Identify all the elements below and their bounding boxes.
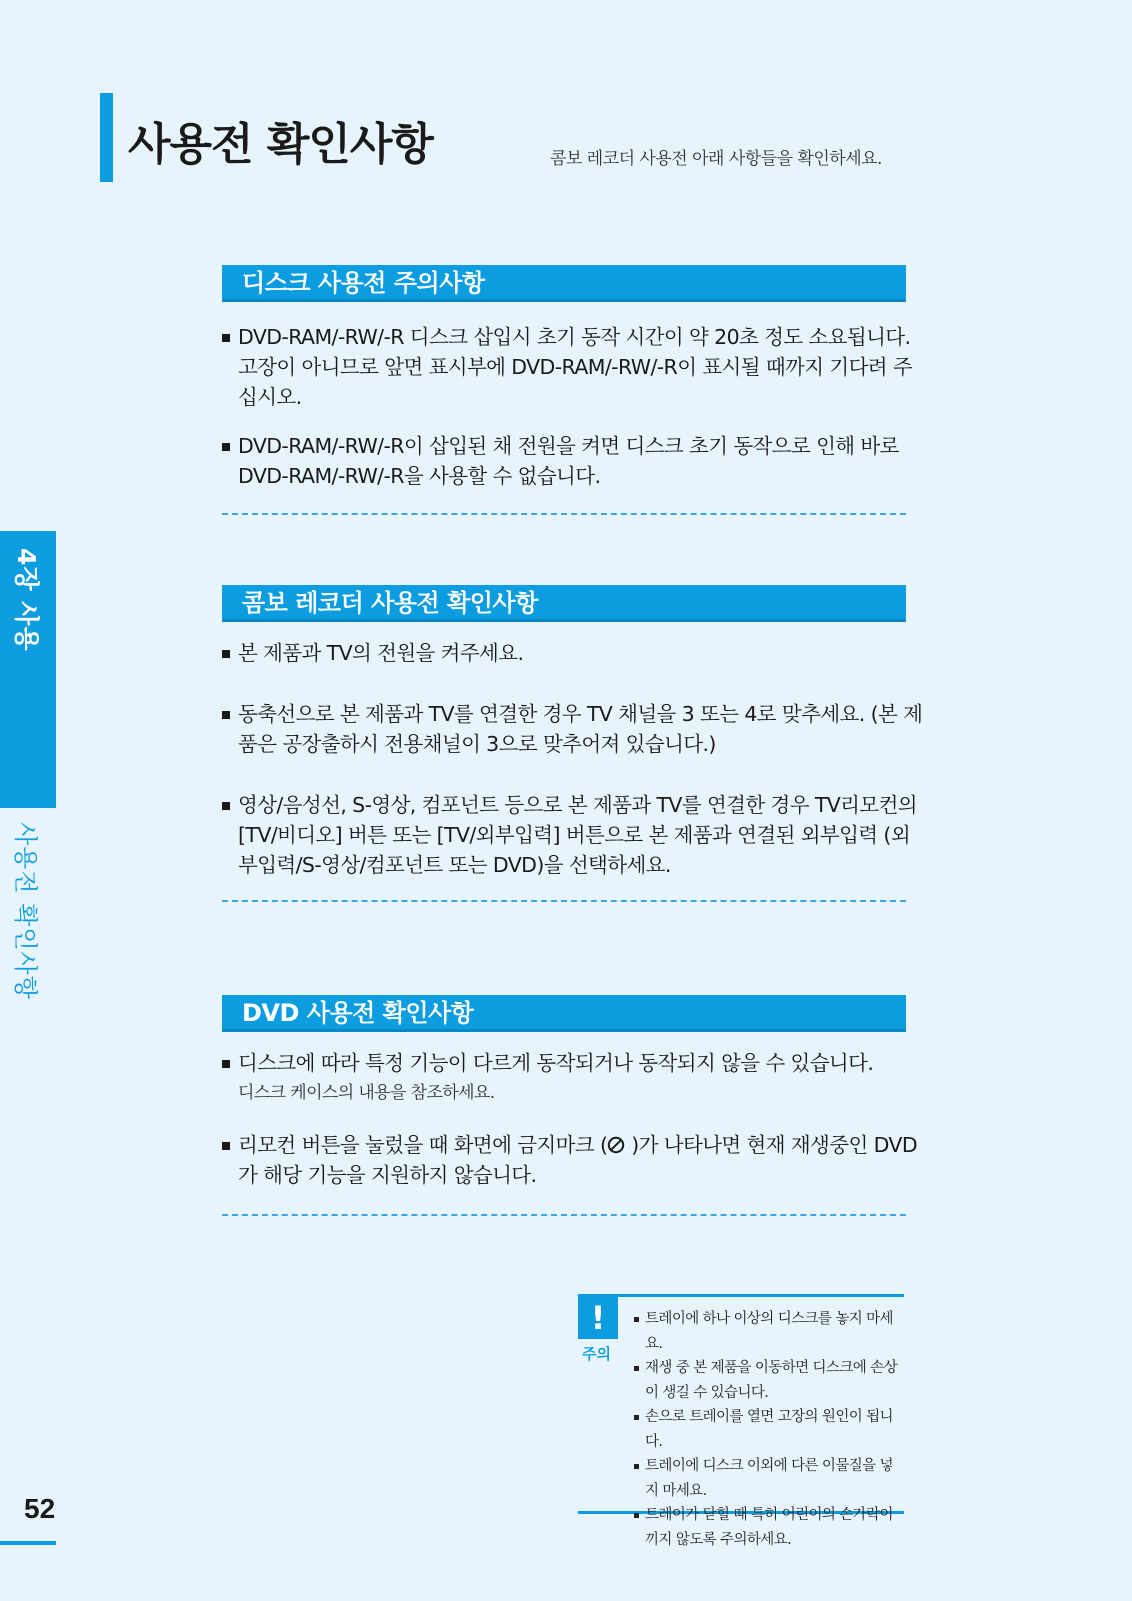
divider [222, 1214, 906, 1216]
item-text-after: )가 나타나면 현재 재생중인 DVD가 해당 기능을 지원하지 않습니다. [238, 1133, 918, 1187]
caution-item: 트레이에 하나 이상의 디스크를 놓지 마세요. [634, 1307, 906, 1356]
bullet-icon [222, 650, 230, 658]
item-text: 본 제품과 TV의 전원을 켜주세요. [238, 641, 524, 665]
caution-item: 재생 중 본 제품을 이동하면 디스크에 손상이 생길 수 있습니다. [634, 1356, 906, 1405]
section-side-label: 사용전 확인사항 [11, 822, 40, 1000]
list-item [222, 638, 928, 668]
caution-item: 손으로 트레이를 열면 고장의 원인이 됩니다. [634, 1405, 906, 1454]
item-text: 디스크에 따라 특정 기능이 다르게 동작되거나 동작되지 않을 수 있습니다. [238, 1051, 874, 1075]
bullet-icon [634, 1513, 639, 1518]
section-heading: DVD 사용전 확인사항 [222, 995, 906, 1032]
item-text: 영상/음성선, S-영상, 컴포넌트 등으로 본 제품과 TV를 연결한 경우 TV리모컨의 [TV/비디오] 버튼 또는 [TV/외부입력] 버튼으로 본 제품과 연결된 외부입력 (외부입력/S-영상/컴포넌트 또는 DVD)을 선택하세요. [238, 793, 917, 877]
caution-item: 트레이에 디스크 이외에 다른 이물질을 넣지 마세요. [634, 1454, 906, 1503]
list-item [222, 699, 928, 759]
item-text: DVD-RAM/-RW/-R 디스크 삽입시 초기 동작 시간이 약 20초 정도 소요됩니다. 고장이 아니므로 앞면 표시부에 DVD-RAM/-RW/-R이 표시될 때까지 기다려 주십시오. [238, 325, 913, 409]
caution-label: 주의 [582, 1345, 611, 1363]
item-subtext: 디스크 케이스의 내용을 참조하세요. [238, 1083, 495, 1103]
bullet-icon [222, 334, 230, 342]
section-disc-precautions [222, 265, 913, 515]
caution-list [634, 1307, 906, 1552]
item-text: 동축선으로 본 제품과 TV를 연결한 경우 TV 채널을 3 또는 4로 맞추세요. (본 제품은 공장출하시 전용채널이 3으로 맞추어져 있습니다.) [238, 702, 923, 756]
bullet-icon [222, 1060, 230, 1068]
item-text: DVD-RAM/-RW/-R이 삽입된 채 전원을 켜면 디스크 초기 동작으로 인해 바로 DVD-RAM/-RW/-R을 사용할 수 없습니다. [238, 434, 899, 488]
bullet-icon [222, 1142, 230, 1150]
bullet-icon [634, 1317, 639, 1322]
page-subtitle: 콤보 레코더 사용전 아래 사항들을 확인하세요. [550, 149, 882, 169]
prohibited-icon [607, 1136, 625, 1154]
section-combo-recorder-check [222, 585, 923, 915]
section-heading: 디스크 사용전 주의사항 [222, 265, 906, 302]
bullet-icon [634, 1464, 639, 1469]
caution-box [578, 1294, 904, 1548]
caution-item: 트레이가 닫힐 때 특히 어린이의 손가락이 끼지 않도록 주의하세요. [634, 1503, 906, 1552]
divider [222, 513, 906, 515]
bullet-icon [222, 443, 230, 451]
page-number: 52 [24, 1493, 56, 1524]
page-title: 사용전 확인사항 [128, 119, 433, 170]
section-heading: 콤보 레코더 사용전 확인사항 [222, 585, 906, 622]
divider [222, 900, 906, 902]
bullet-icon [222, 802, 230, 810]
bullet-icon [222, 711, 230, 719]
chapter-tab-label: 4장 사용 [12, 548, 41, 652]
list-item [222, 1130, 928, 1190]
list-item [222, 322, 928, 412]
page-number-underline [0, 1541, 56, 1545]
bullet-icon [634, 1415, 639, 1420]
exclamation-icon: ! [578, 1297, 618, 1339]
title-accent-bar [100, 93, 113, 182]
list-item [222, 431, 928, 491]
bullet-icon [634, 1366, 639, 1371]
section-dvd-check [222, 995, 918, 1225]
item-text-before: 리모컨 버튼을 눌렀을 때 화면에 금지마크 ( [238, 1133, 608, 1157]
list-item [222, 1048, 928, 1108]
list-item [222, 790, 928, 880]
